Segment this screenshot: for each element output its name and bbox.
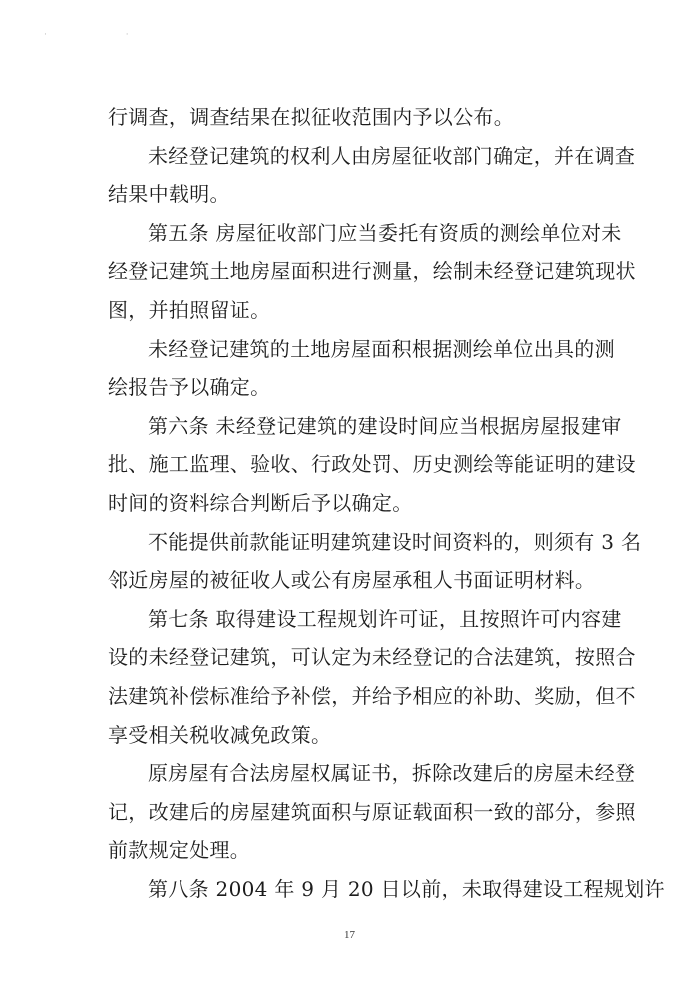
text-line: 法建筑补偿标准给予补偿，并给予相应的补助、奖励，但不 [108,683,636,708]
text-line: 未经登记建筑的土地房屋面积根据测绘单位出具的测 [148,336,615,361]
text-line: 结果中载明。 [108,182,230,207]
text-line: 享受相关税收减免政策。 [108,722,332,747]
text-line: 设的未经登记建筑，可认定为未经登记的合法建筑，按照合 [108,645,636,670]
text-line: 邻近房屋的被征收人或公有房屋承租人书面证明材料。 [108,568,596,593]
text-line: 第五条 房屋征收部门应当委托有资质的测绘单位对未 [148,220,622,245]
text-line: 批、施工监理、验收、行政处罚、历史测绘等能证明的建设 [108,452,636,477]
text-line: 时间的资料综合判断后予以确定。 [108,490,413,515]
text-line: 不能提供前款能证明建筑建设时间资料的，则须有 3 名 [148,529,642,554]
text-line: 经登记建筑土地房屋面积进行测量，绘制未经登记建筑现状 [108,259,636,284]
text-line: 未经登记建筑的权利人由房屋征收部门确定，并在调查 [148,143,636,168]
text-line: 记，改建后的房屋建筑面积与原证载面积一致的部分，参照 [108,799,636,824]
scan-artifact: · · [44,30,167,40]
text-line: 第七条 取得建设工程规划许可证，且按照许可内容建 [148,606,622,631]
text-line: 图，并拍照留证。 [108,297,271,322]
document-body [108,98,665,908]
text-line: 第六条 未经登记建筑的建设时间应当根据房屋报建审 [148,413,622,438]
text-line: 绘报告予以确定。 [108,375,271,400]
text-line: 行调查，调查结果在拟征收范围内予以公布。 [108,105,514,129]
page-number: 17 [344,929,355,941]
text-line: 第八条 2004 年 9 月 20 日以前，未取得建设工程规划许 [148,876,665,901]
text-line: 原房屋有合法房屋权属证书，拆除改建后的房屋未经登 [148,761,636,786]
text-line: 前款规定处理。 [108,838,251,863]
